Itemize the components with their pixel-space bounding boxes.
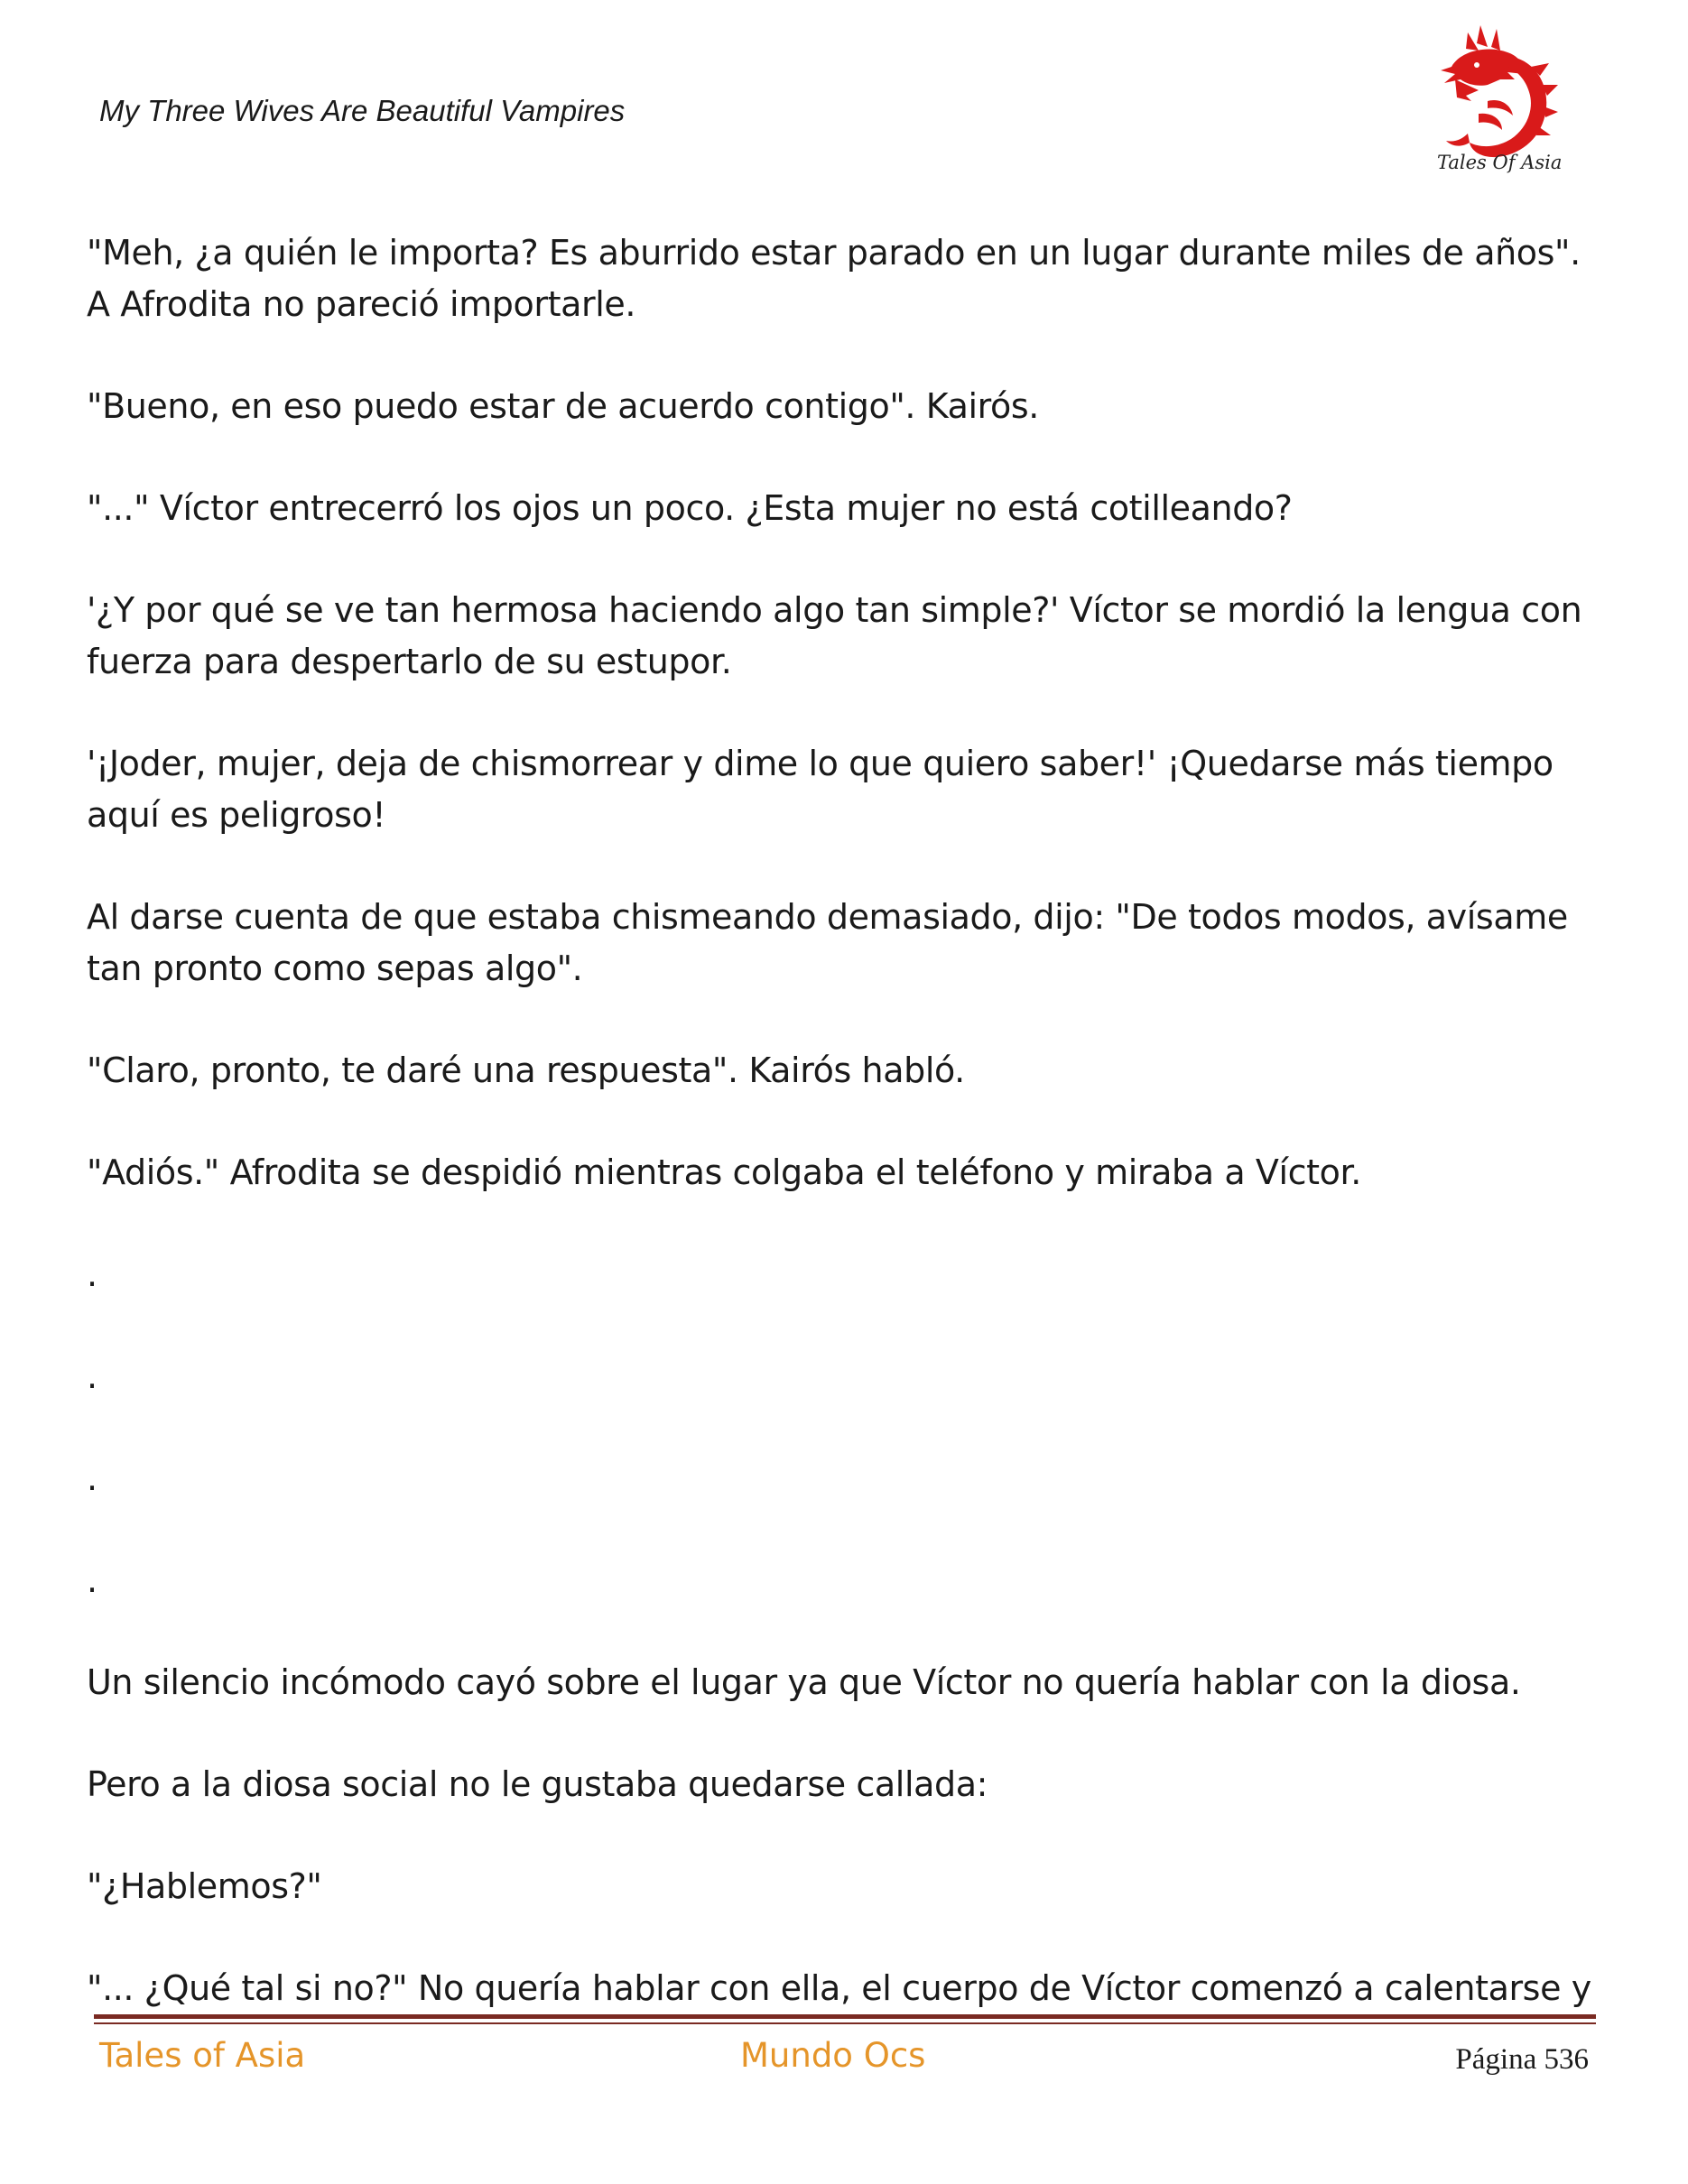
scene-break-dot: . [87, 1560, 97, 1600]
paragraph: "Claro, pronto, te daré una respuesta". Kairós habló. [87, 1050, 965, 1090]
paragraph: "... ¿Qué tal si no?" No quería hablar con ella, el cuerpo de Víctor comenzó a calentarse y [87, 1968, 1591, 2008]
footer-divider [94, 2014, 1596, 2019]
scene-break-dot: . [87, 1356, 97, 1396]
scene-break-dot: . [87, 1458, 97, 1498]
logo-caption: Tales Of Asia [1437, 152, 1563, 173]
paragraph: Un silencio incómodo cayó sobre el lugar ya que Víctor no quería hablar con la diosa. [87, 1662, 1521, 1702]
footer-section-name: Mundo Ocs [740, 2036, 926, 2075]
footer-divider-thin [94, 2022, 1596, 2024]
footer-site-name: Tales of Asia [99, 2036, 306, 2075]
paragraph: '¡Joder, mujer, deja de chismorrear y dime lo que quiero saber!' ¡Quedarse más tiempo aquí es peligroso! [87, 744, 1554, 835]
page-number: Página 536 [1455, 2043, 1589, 2076]
scene-break-dot: . [87, 1254, 97, 1294]
paragraph: "Adiós." Afrodita se despidió mientras colgaba el teléfono y miraba a Víctor. [87, 1152, 1361, 1192]
paragraph: "Bueno, en eso puedo estar de acuerdo contigo". Kairós. [87, 386, 1039, 426]
paragraph: "Meh, ¿a quién le importa? Es aburrido estar parado en un lugar durante miles de años". A Afrodita no pareció importarle. [87, 233, 1581, 324]
document-body [87, 227, 1612, 2013]
paragraph: '¿Y por qué se ve tan hermosa haciendo algo tan simple?' Víctor se mordió la lengua con fuerza para despertarlo de su estupor. [87, 590, 1582, 681]
paragraph: Pero a la diosa social no le gustaba quedarse callada: [87, 1764, 988, 1804]
paragraph: "¿Hablemos?" [87, 1866, 322, 1906]
paragraph: "..." Víctor entrecerró los ojos un poco. ¿Esta mujer no está cotilleando? [87, 488, 1293, 528]
paragraph: Al darse cuenta de que estaba chismeando demasiado, dijo: "De todos modos, avísame tan pronto como sepas algo". [87, 897, 1568, 988]
document-header-title: My Three Wives Are Beautiful Vampires [99, 94, 626, 127]
